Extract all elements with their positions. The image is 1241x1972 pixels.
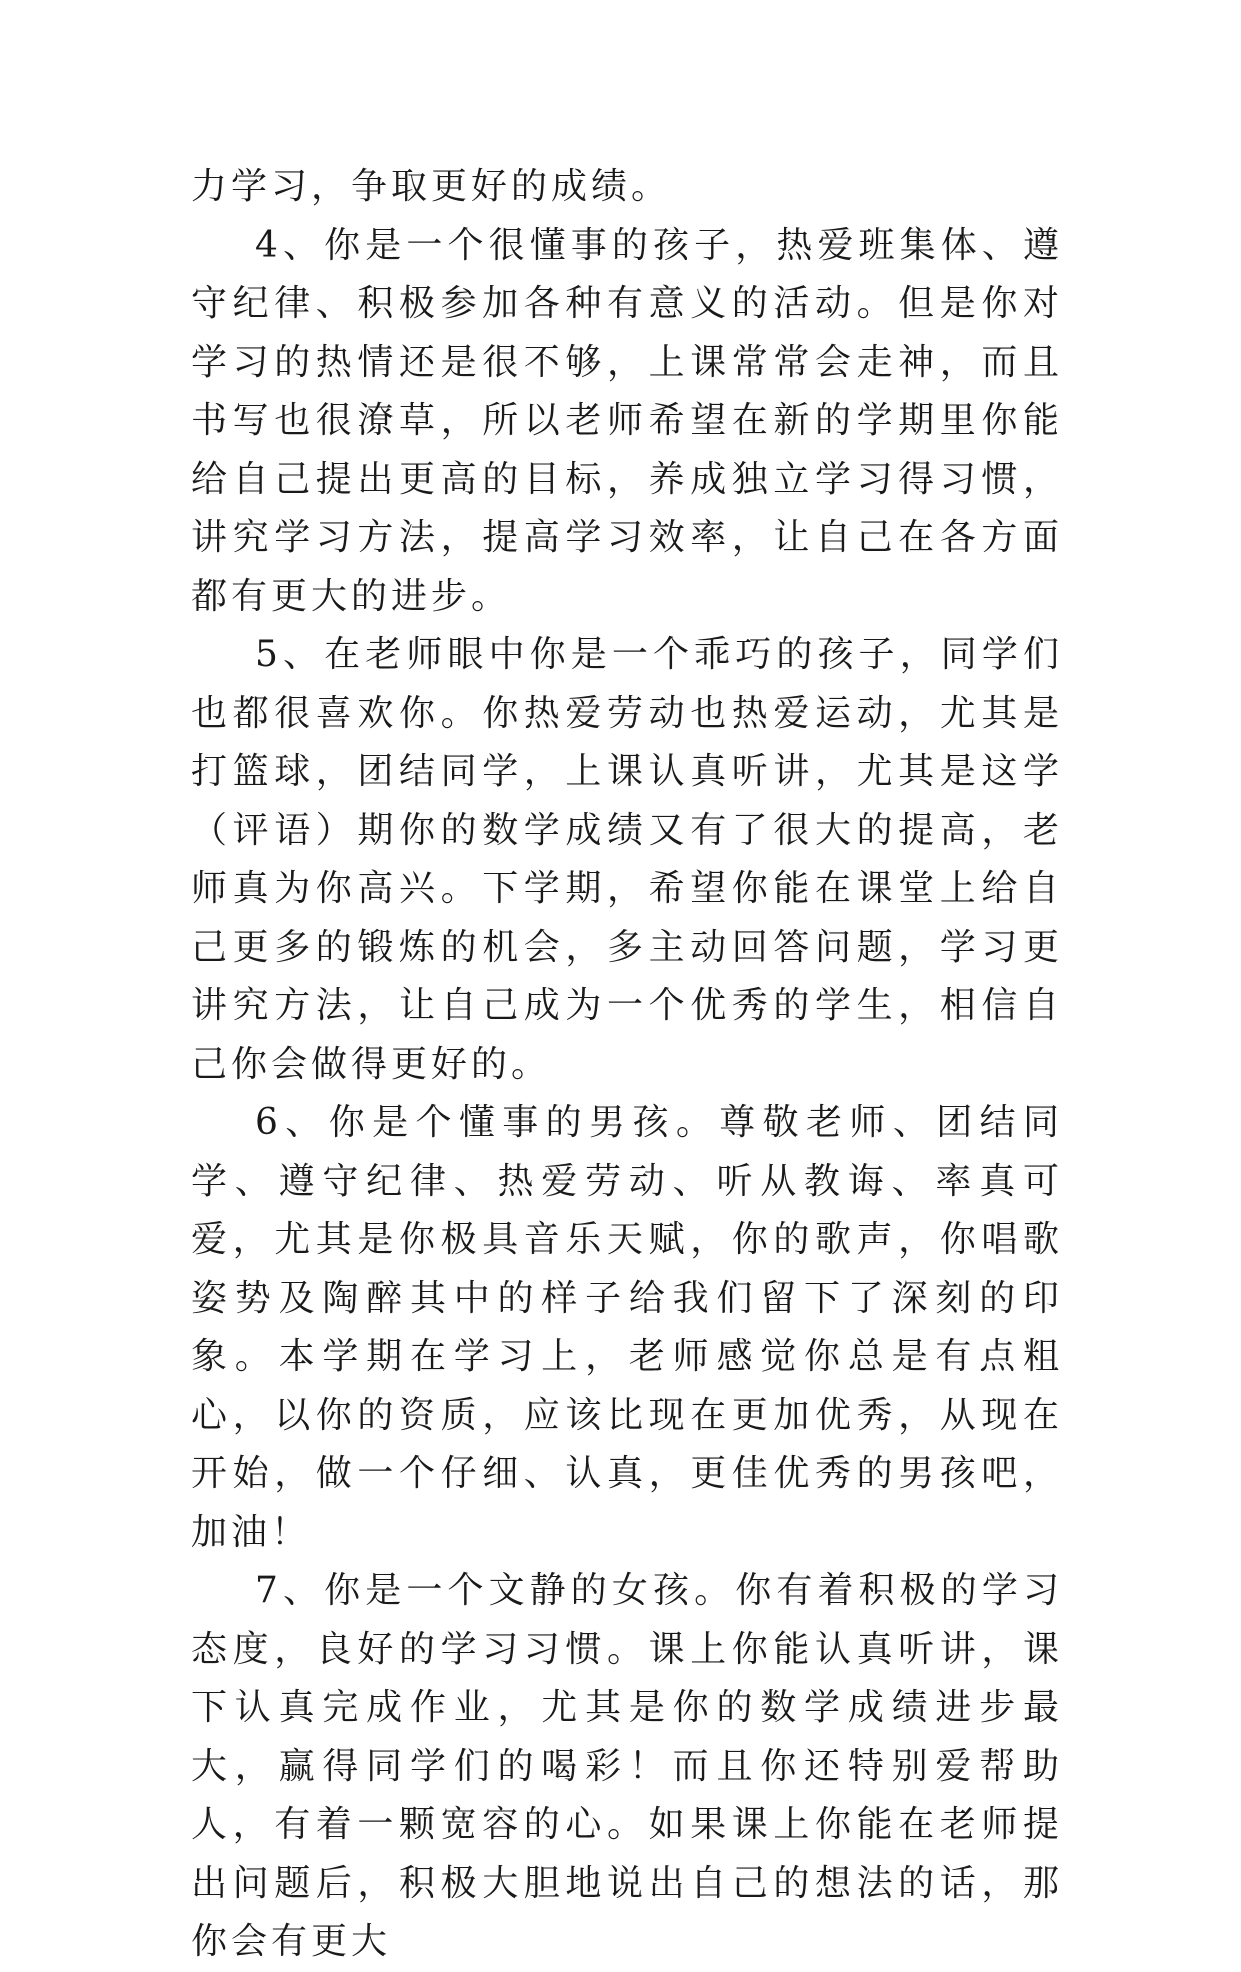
paragraph-comment-7: 7、你是一个文静的女孩。你有着积极的学习态度，良好的学习习惯。课上你能认真听讲，课下认真完成作业，尤其是你的数学成绩进步最大，赢得同学们的喝彩！而且你还特别爱帮助人，有着一颗宽容的心。如果课上你能在老师提出问题后，积极大胆地说出自己的想法的话，那你会有更大 [191,1570,1063,1962]
paragraph-comment-6: 6、你是个懂事的男孩。尊敬老师、团结同学、遵守纪律、热爱劳动、听从教诲、率真可爱，尤其是你极具音乐天赋，你的歌声，你唱歌姿势及陶醉其中的样子给我们留下了深刻的印象。本学期在学习上，老师感觉你总是有点粗心，以你的资质，应该比现在更加优秀，从现在开始，做一个仔细、认真，更佳优秀的男孩吧，加油！ [191,1102,1063,1553]
document-body [191,158,1063,1972]
paragraph-comment-4: 4、你是一个很懂事的孩子，热爱班集体、遵守纪律、积极参加各种有意义的活动。但是你对学习的热情还是很不够，上课常常会走神，而且书写也很潦草，所以老师希望在新的学期里你能给自己提出更高的目标，养成独立学习得习惯，讲究学习方法，提高学习效率，让自己在各方面都有更大的进步。 [191,224,1063,617]
paragraph-comment-5: 5、在老师眼中你是一个乖巧的孩子，同学们也都很喜欢你。你热爱劳动也热爱运动，尤其是打篮球，团结同学，上课认真听讲，尤其是这学（评语）期你的数学成绩又有了很大的提高，老师真为你高兴。下学期，希望你能在课堂上给自己更多的锻炼的机会，多主动回答问题，学习更讲究方法，让自己成为一个优秀的学生，相信自己你会做得更好的。 [191,634,1063,1085]
paragraph-continuation: 力学习，争取更好的成绩。 [191,166,672,207]
